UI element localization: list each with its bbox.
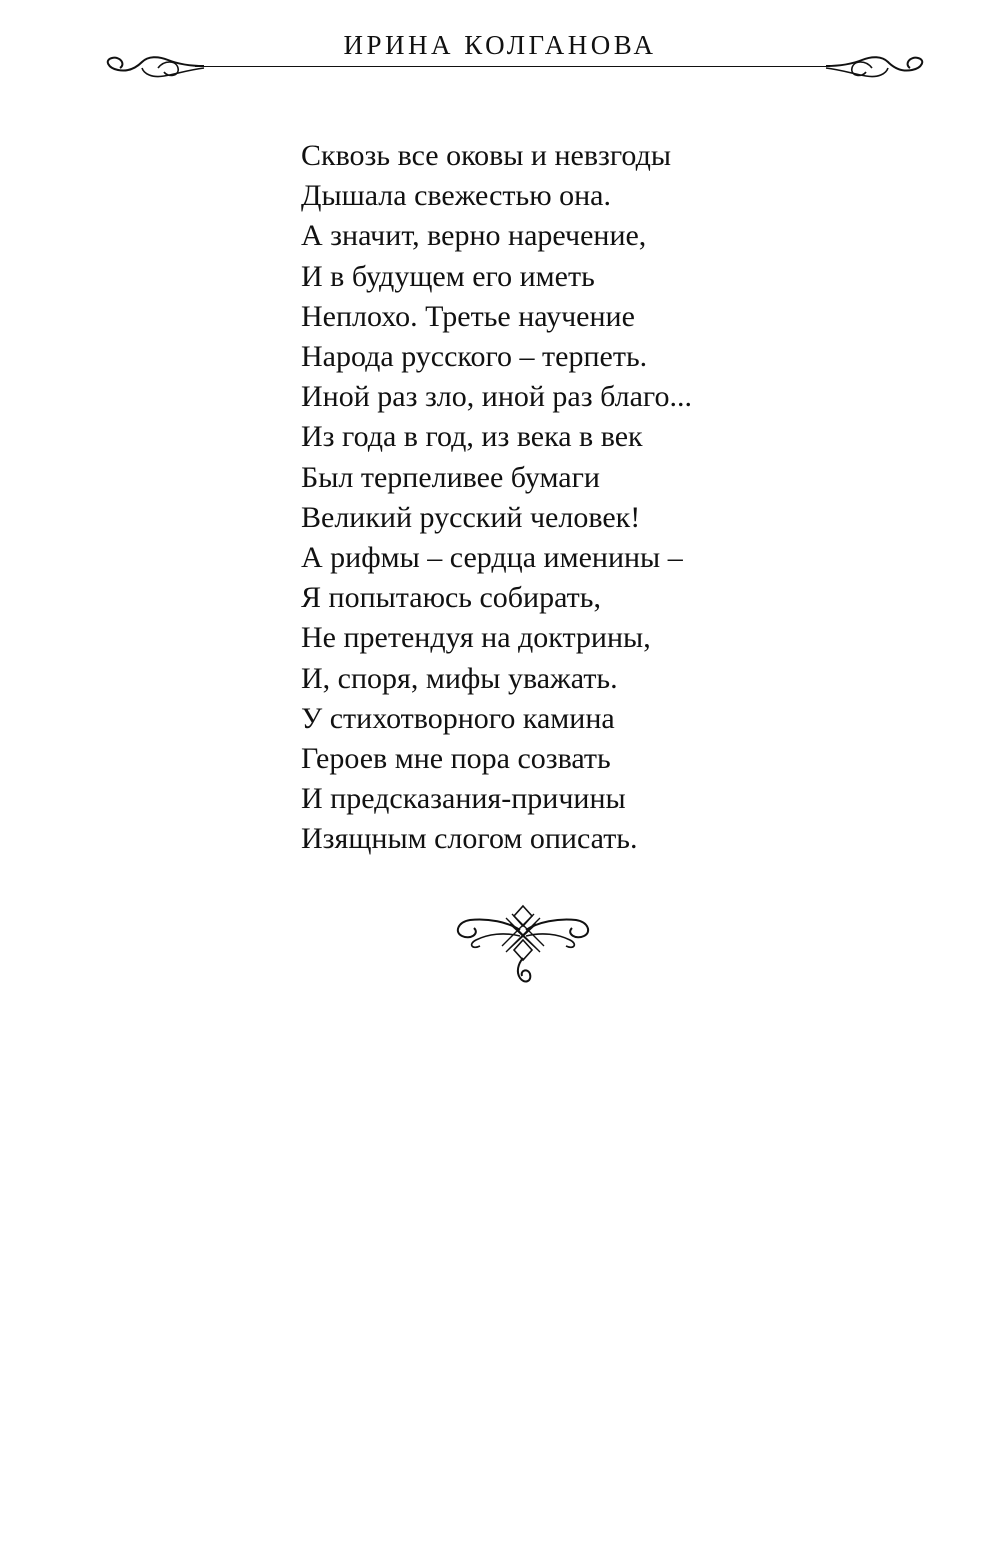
poem-line: Не претендуя на доктрины,	[301, 621, 651, 655]
flourish-right-icon	[822, 50, 932, 86]
author-name: ИРИНА КОЛГАНОВА	[343, 30, 657, 60]
poem-line: Героев мне пора созвать	[301, 742, 611, 776]
poem-line: Из года в год, из века в век	[301, 420, 643, 454]
end-ornament-icon	[448, 900, 598, 995]
poem-line: И предсказания-причины	[301, 782, 626, 816]
poem-line: И, споря, мифы уважать.	[301, 661, 618, 695]
poem-line: А рифмы – сердца именины –	[301, 541, 683, 575]
poem-line: Народа русского – терпеть.	[301, 340, 648, 374]
poem-line: Был терпеливее бумаги	[301, 460, 600, 494]
poem-line: Дышала свежестью она.	[301, 179, 611, 213]
poem-line: Я попытаюсь собирать,	[301, 581, 601, 615]
poem-line: У стихотворного камина	[301, 701, 615, 735]
poem-body	[301, 136, 961, 860]
poem-line: И в будущем его иметь	[301, 259, 595, 293]
poem-line: Иной раз зло, иной раз благо...	[301, 380, 692, 414]
poem-line: А значит, верно наречение,	[301, 219, 647, 253]
header-rule	[195, 66, 830, 67]
poem-line: Великий русский человек!	[301, 500, 641, 534]
poem-line: Сквозь все оковы и невзгоды	[301, 139, 671, 172]
running-header	[0, 22, 1000, 92]
poem-line: Изящным слогом описать.	[301, 822, 638, 856]
poem-line: Неплохо. Третье научение	[301, 299, 635, 333]
